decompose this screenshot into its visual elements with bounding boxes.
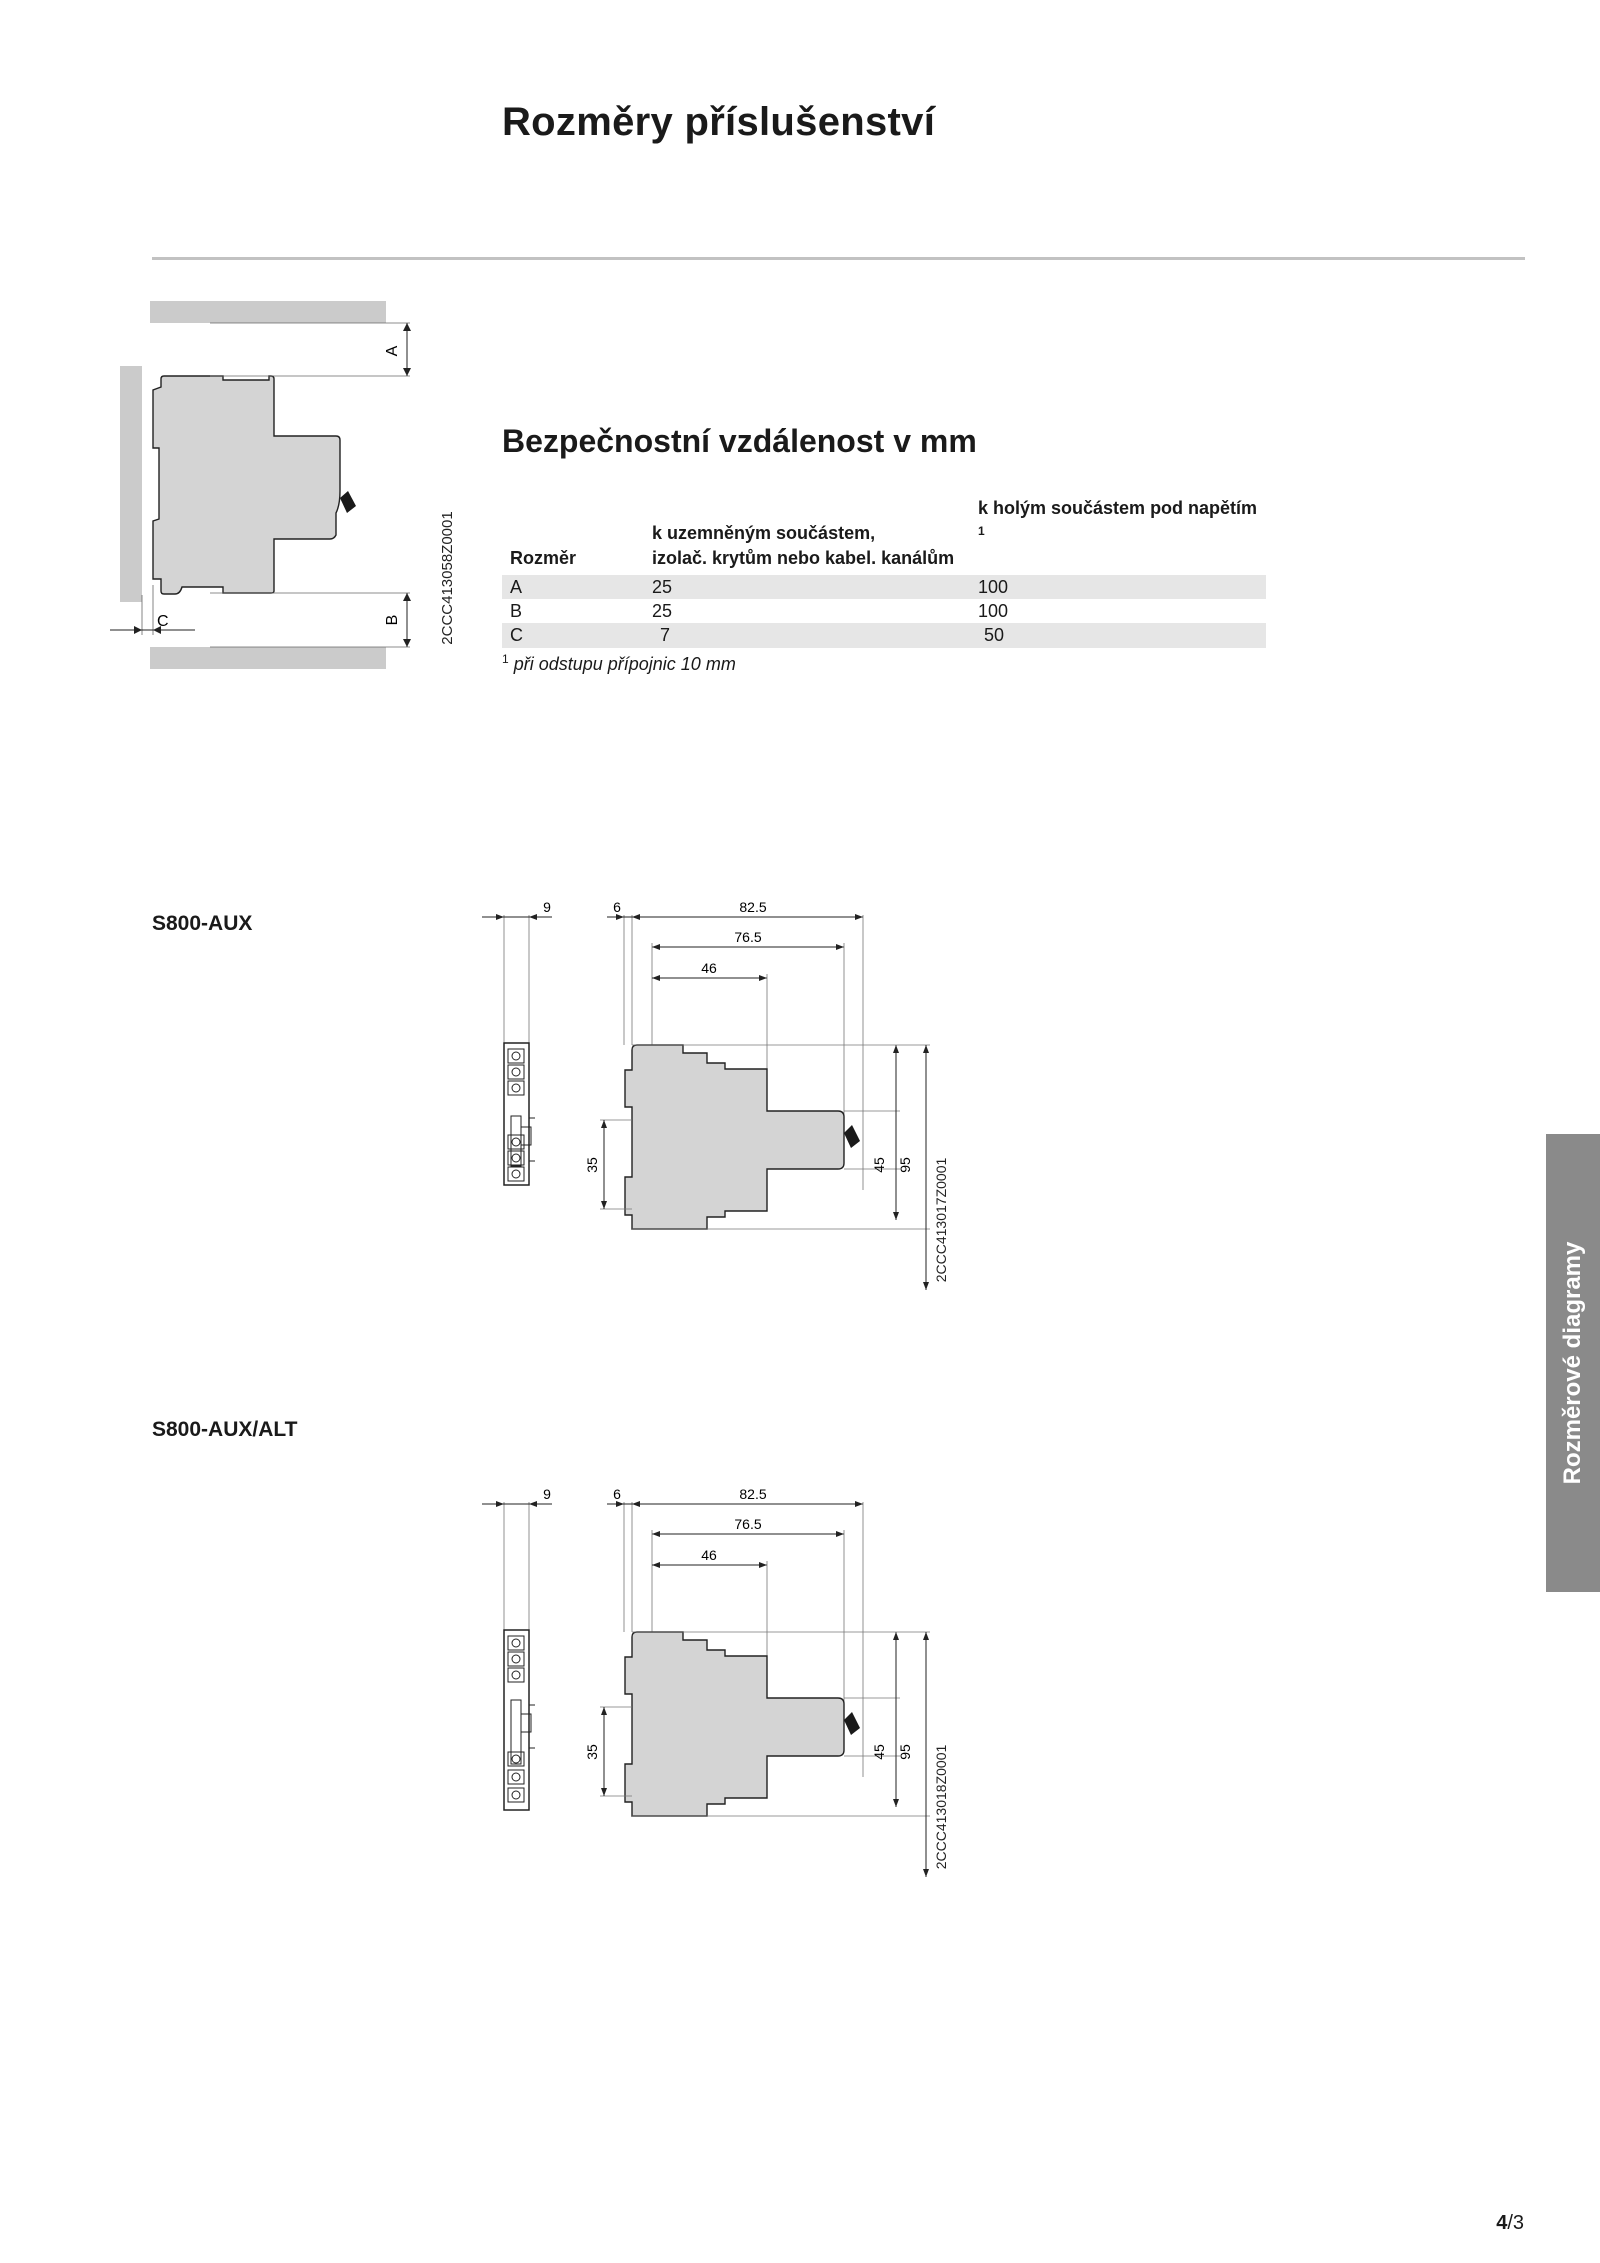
header-dimension: Rozměr [510,548,577,568]
dim-45: 45 [871,1157,887,1173]
section-title: Bezpečnostní vzdálenost v mm [502,423,977,459]
dim-9: 9 [543,899,551,915]
dim-82-5: 82.5 [739,899,767,915]
page-separator: / [1507,2212,1513,2234]
bottom-plate [150,647,386,669]
header-earthed [644,494,970,575]
page-number [1496,2212,1524,2235]
label-c: C [157,613,169,630]
dim-46: 46 [701,960,717,976]
dim-46: 46 [701,1547,717,1563]
cell-dimension: A [502,575,644,599]
footnote-text: při odstupu přípojnic 10 mm [513,654,736,674]
aux-alt-front-view [625,1632,844,1816]
header-earthed-line1: k uzemněným součástem, [652,523,876,543]
cell-earthed: 7 [644,623,970,648]
header-live [970,494,1266,575]
top-plate [150,301,386,323]
dim-76-5: 76.5 [734,1516,762,1532]
top-divider [152,257,1525,260]
footnote-ref: 1 [502,652,509,666]
table-header-row [502,494,1266,575]
page-index: 3 [1512,2212,1524,2234]
cell-earthed: 25 [644,575,970,599]
dim-95: 95 [897,1157,913,1173]
aux-dimension-drawing [480,895,1000,1310]
toggle-lever [340,491,356,513]
header-live-footnote-ref: 1 [978,524,985,538]
page-title: Rozměry příslušenství [502,100,936,144]
cell-live: 100 [970,599,1266,623]
model-label-aux-alt: S800-AUX/ALT [152,1418,298,1441]
dim-35: 35 [584,1157,600,1173]
dim-45: 45 [871,1744,887,1760]
model-label-aux: S800-AUX [152,912,253,935]
cell-earthed: 25 [644,599,970,623]
dim-9: 9 [543,1486,551,1502]
aux-alt-dimension-drawing [480,1482,1000,1897]
dim-35: 35 [584,1744,600,1760]
footnote [502,654,736,675]
dim-6: 6 [613,1486,621,1502]
mounting-wall [120,366,142,602]
cell-dimension: C [502,623,644,648]
dim-82-5: 82.5 [739,1486,767,1502]
cell-dimension: B [502,599,644,623]
cell-live: 100 [970,575,1266,599]
table-row [502,599,1266,623]
dim-6: 6 [613,899,621,915]
drawing-code: 2CCC413017Z0001 [933,1157,949,1283]
breaker-outline [153,376,340,594]
header-earthed-line2: izolač. krytům nebo kabel. kanálům [652,548,955,568]
drawing-code: 2CCC413058Z0001 [439,511,456,645]
safety-distance-diagram [110,295,490,680]
toggle-lever [844,1125,860,1148]
side-tab [1546,1134,1600,1592]
safety-distance-table [502,494,1266,648]
toggle-lever [844,1712,860,1735]
label-b: B [384,614,401,626]
dim-76-5: 76.5 [734,929,762,945]
header-live-label: k holým součástem pod napětím [978,498,1258,518]
drawing-code: 2CCC413018Z0001 [933,1744,949,1870]
side-tab-label: Rozměrové diagramy [1559,1241,1586,1485]
dim-95: 95 [897,1744,913,1760]
table-row [502,575,1266,599]
aux-front-view [625,1045,844,1229]
cell-live: 50 [970,623,1266,648]
page-chapter: 4 [1496,2212,1508,2234]
label-a: A [384,345,401,357]
table-row [502,623,1266,648]
